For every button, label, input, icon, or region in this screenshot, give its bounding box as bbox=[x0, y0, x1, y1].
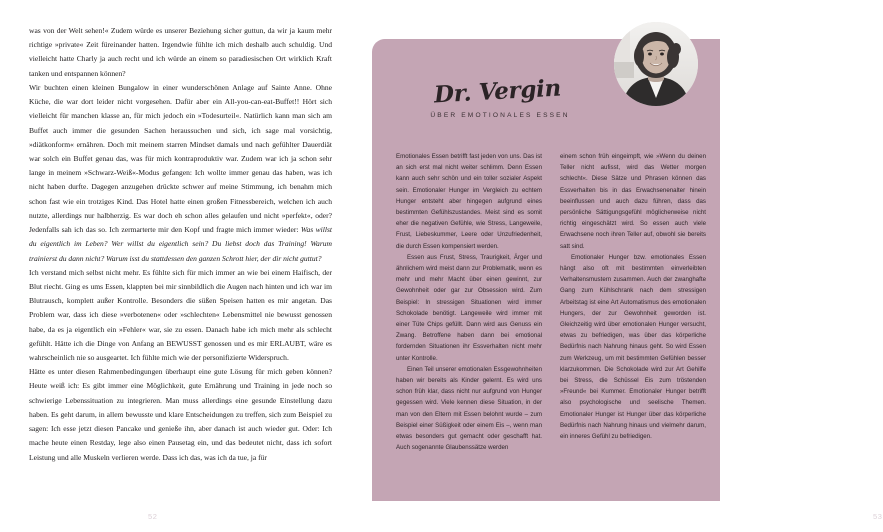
section-title: ÜBER EMOTIONALES ESSEN bbox=[430, 112, 570, 119]
interview-column-two bbox=[560, 151, 706, 453]
right-page bbox=[360, 0, 883, 532]
byline bbox=[372, 74, 628, 119]
paragraph: was von der Welt sehen!« Zudem würde es unserer Beziehung sicher guttun, da wir ja kaum mehr richtige »private« Zeit füreinander hatten. Irgendwie fühlte ich mich deshalb auch schuldig. Und vielleicht hatte Charly ja auch recht und ich würde an einem so paradiesischen Ort wirklich Kraft tanken und entspannen können? bbox=[29, 26, 332, 78]
paragraph: einem schon früh eingeimpft, wie »Wenn du deinen Teller nicht aufisst, wird das Wetter morgen schlecht«. Diese Sätze und Phrasen können das Essverhalten bis in das Erwachsenenalter hinein beeinflussen und auch dazu führen, dass das persönliche Sättigungsgefühl möglicherweise nicht richtig eingeschätzt wird. So essen auch viele Erwachsene noch ihren Teller auf, obwohl sie bereits satt sind. bbox=[560, 153, 706, 250]
paragraph: Emotionales Essen betrifft fast jeden von uns. Das ist an sich erst mal nicht weiter schlimm. Denn Essen kann auch sehr schön und ein toller sozialer Aspekt sein. Emotionaler Hunger im Vergleich zu echtem Hunger entsteht aber hingegen aufgrund eines bestimmten Gefühlszustandes. Meist sind es somit eher die negativen Gefühle, wie Stress, Langeweile, Frust, Liebeskummer, Leere oder Unzufriedenheit, die durch Essen kompensiert werden. bbox=[396, 153, 542, 250]
italic-question: Was willst du eigentlich im Leben? Wer willst du eigentlich sein? Du liebst doch das Training! Warum trainierst du dann nicht? Warum isst du stattdessen den ganzen Schrott hier, der dir nicht guttut? bbox=[29, 225, 332, 263]
paragraph: Emotionaler Hunger bzw. emotionales Essen hängt also oft mit bestimmten einverleibten Verhaltensmustern zusammen. Auch der zwanghafte Gang zum Kühlschrank nach dem stressigen Arbeitstag ist eine Art Automatismus des emotionalen Hungers, der zur Gewohnheit geworden ist. Gleichzeitig wird über emotionalen Hunger versucht, etwas zu befriedigen, was über das körperliche Bedürfnis nach Nahrung hinaus geht. So wird Essen zum Werkzeug, um mit bestimmten Gefühlen besser klarzukommen. Die Schokolade wird zur Art Gehilfe bei Stress, die Schüssel Eis zum tröstenden »Freund« bei Kummer. Emotionaler Hunger betrifft also psychologische und seelische Themen. Emotionaler Hunger ist Hunger über das körperliche Bedürfnis nach Nahrung hinaus und vielmehr darum, ein inneres Gefühl zu befriedigen. bbox=[560, 253, 706, 441]
page-number-right: 53 bbox=[873, 512, 883, 521]
paragraph-text: Wir buchten einen kleinen Bungalow in einer wunderschönen Anlage auf Sainte Anne. Ohne Küche, die war dort leider nicht vorgesehen. Dafür aber ein All-you-can-eat-Buffet!! Hört sich vielleicht für manchen klasse an, für mich jedoch ein »Todesurteil«. Natürlich kann man sich am Buffet auch immer die gesunden Sachen heraussuchen und sich, ich sage mal vorsichtig, »diätkonform« ernähren. Doch mit meinem starren Mindset damals und nach gefühlter Dauerdiät war solch ein Buffet genau das, was für mich kontraproduktiv war. Zudem war ich ja schon sehr lange in meinem »Schwarz-Weiß«-Modus gefangen: Ich wollte immer genau das haben, was ich nicht haben durfte. Dagegen anzugehen drückte schwer auf meine Stimmung, ich benahm mich schon fast wie ein trotziges Kind. Das Hotel hatte einen großen Fitnessbereich, welchen ich auch nutzte, allerdings nur halbherzig. Es war doch eh schon alles gelaufen und nicht »perfekt«, oder? Jedenfalls sah ich das so. Ich zermarterte mir den Kopf und fragte mich immer wieder: bbox=[29, 82, 332, 235]
interview-columns bbox=[396, 151, 706, 453]
paragraph: Ich verstand mich selbst nicht mehr. Es fühlte sich für mich immer an wie bei einem Haifisch, der Blut riecht. Ging es ums Essen, klappten bei mir sinnbildlich die Augen nach hinten und ich war im Blutrausch, komplett außer Kontrolle. Besonders die süßen Speisen hatten es mir angetan. Das Problem war, dass ich diese »verbotenen« oder »schlechten« Lebensmittel nie bewusst genossen habe, da es ja eigentlich ein »Fehler« war, sie zu essen. Danach habe ich mich mehr als schlecht gefühlt. Hätte ich die Dinge von Anfang an BEWUSST genossen und es mir ERLAUBT, wäre es wahrscheinlich nie so ausgeartet. Ich fühlte mich wie der personifizierte Widerspruch. bbox=[29, 267, 332, 363]
interview-column-one bbox=[396, 151, 542, 453]
paragraph bbox=[29, 81, 332, 266]
left-page-text-column bbox=[29, 24, 332, 465]
page-number-left: 52 bbox=[148, 512, 158, 521]
paragraph: Hätte es unter diesen Rahmenbedingungen überhaupt eine gute Lösung für mich geben können? Heute weiß ich: Es gibt immer eine Möglichkeit, gute Ernährung und Training in jede noch so schwierige Lebenssituation zu integrieren. Man muss allerdings eine gesunde Einstellung dazu haben. Es geht darum, in allem bewusste und klare Entscheidungen zu treffen, sich zum Beispiel zu sagen: Ich esse jetzt diesen Pancake und genieße ihn, aber danach ist auch wieder gut. Oder: Ich mache heute einen Restday, lege also einen Pausetag ein, und das bedeutet nicht, dass ich sofort Leistung und alle Muskeln verlieren werde. Dass ich das, was ich da tue, ja für bbox=[29, 367, 332, 462]
feature-panel bbox=[372, 39, 720, 501]
author-name: Dr. Vergin bbox=[432, 74, 562, 109]
paragraph: Einen Teil unserer emotionalen Essgewohnheiten haben wir bereits als Kinder gelernt. Es wird uns schon früh klar, dass nicht nur aufgrund von Hunger gegessen wird. Viele kennen diese Situation, in der man von den Eltern mit Essen belohnt wurde – zum Beispiel einer Süßigkeit oder einem Eis –, wenn man etwas besonders gut gemacht oder geschafft hat. Auch sogenannte Glaubenssätze werden bbox=[396, 365, 542, 452]
left-page bbox=[0, 0, 360, 532]
paragraph: Essen aus Frust, Stress, Traurigkeit, Ärger und ähnlichem wird meist dann zur Problematik, wenn es mehr und mehr Macht über einen gewinnt, zur Gewohnheit oder gar zur Obsession wird. Zum Beispiel: In stressigen Situationen wird immer Schokolade benötigt. Langeweile wird immer mit einer Tüte Chips gefüllt. Dann wird aus Genuss ein Zwang. Betroffene haben dann bei emotional fordernden Situationen ihr Essverhalten nicht mehr unter Kontrolle. bbox=[396, 253, 542, 362]
